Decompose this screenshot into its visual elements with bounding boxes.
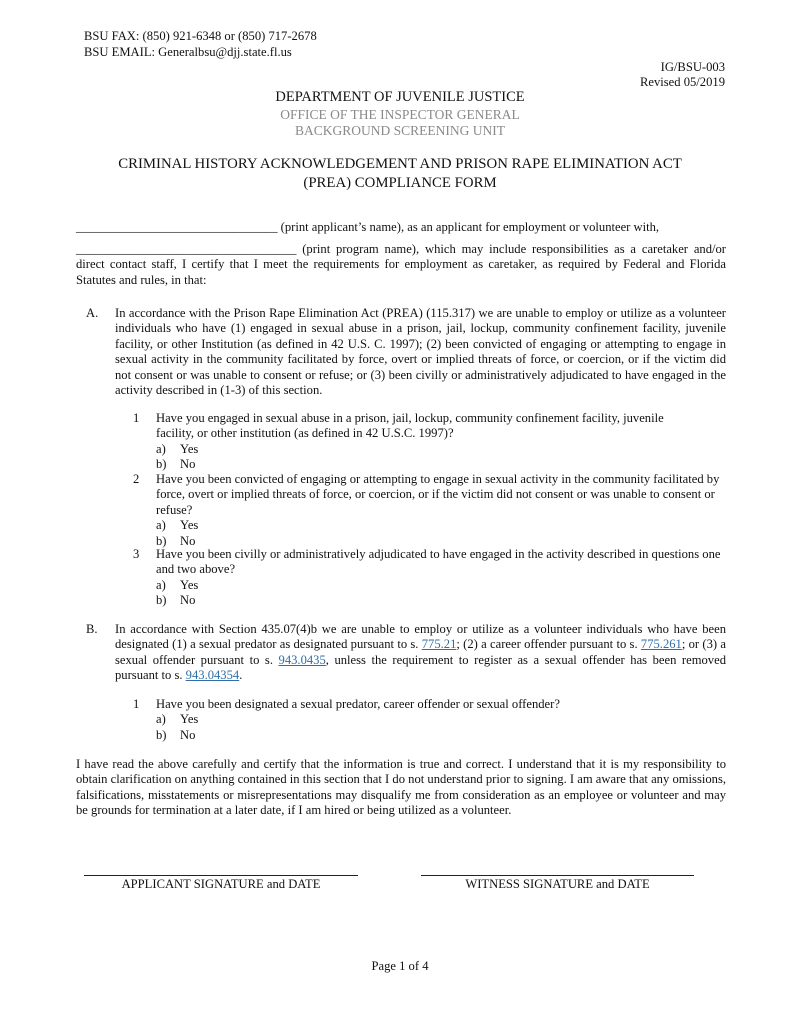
option-label: No (180, 457, 196, 472)
option-letter: a) (156, 518, 166, 533)
question-text: Have you been convicted of engaging or attempting to engage in sexual activity in the community facilitated by force, overt or implied threats of force, or coercion, or if the victim did not consent or was unable to consent or refuse? (156, 472, 720, 517)
option-no[interactable] (156, 728, 733, 743)
question-text: Have you engaged in sexual abuse in a prison, jail, lockup, community confinement facility, juvenile facility, or other institution (as defined in 42 U.S.C. 1997)? (156, 411, 664, 441)
option-yes[interactable] (156, 712, 733, 727)
section-b-letter: B. (86, 622, 98, 636)
section-a-text: In accordance with the Prison Rape Elimination Act (PREA) (115.317) we are unable to employ or utilize as a volunteer individuals who have (1) engaged in sexual abuse in a prison, jail, lockup, community confinement facility, juvenile facility, or other Institution (as defined in 42 U.S. C. 1997); (2) been convicted of engaging or attempting to engage in sexual activity in the community facilitated by force, overt or implied threats of force, or coercion, or if the victim did not consent or was unable to consent or refuse; or (3) been civilly or administratively adjudicated to have engaged in the activity described in (1-3) of this section. (115, 306, 726, 398)
question-number: 1 (133, 411, 140, 425)
option-letter: b) (156, 457, 167, 472)
witness-signature-label: WITNESS SIGNATURE and DATE (465, 877, 650, 891)
question-a3 (133, 547, 733, 609)
question-number: 3 (133, 547, 140, 561)
section-b-text-3: ; or (3) a sexual offender pursuant to s. (115, 637, 726, 667)
option-no[interactable] (156, 457, 733, 472)
statute-link-775-261[interactable]: 775.261 (640, 637, 682, 652)
unit-title: BACKGROUND SCREENING UNIT (294, 123, 505, 138)
intro-program (76, 242, 726, 288)
bsu-email: BSU EMAIL: Generalbsu@djj.state.fl.us (84, 45, 292, 59)
section-b-text (115, 622, 726, 684)
applicant-name-blank[interactable]: ________________________________ (76, 220, 278, 234)
option-label: Yes (180, 712, 199, 727)
question-a2 (133, 472, 733, 549)
section-a-letter: A. (86, 306, 99, 320)
question-text: Have you been civilly or administratively adjudicated to have engaged in the activity described in questions one and two above? (156, 547, 721, 577)
section-b-text-2: ; (2) a career offender pursuant to s. (456, 637, 641, 652)
revised-date: Revised 05/2019 (639, 75, 725, 89)
applicant-signature-line[interactable] (84, 875, 358, 876)
section-b-text-5: . (239, 668, 243, 683)
option-letter: a) (156, 712, 166, 727)
option-label: Yes (180, 577, 199, 592)
section-b-text-1: In accordance with Section 435.07(4)b we are unable to employ or utilize as a volunteer individuals who have been designated (1) a sexual predator as designated pursuant to s. (115, 622, 726, 652)
statute-link-775-21[interactable]: 775.21 (421, 637, 457, 652)
applicant-signature-label: APPLICANT SIGNATURE and DATE (121, 877, 321, 891)
option-letter: a) (156, 441, 166, 456)
option-yes[interactable] (156, 518, 733, 533)
certification-text: I have read the above carefully and certify that the information is true and correct. I understand that it is my responsibility to obtain clarification on anything contained in this section that I do not understand prior to signing. I am aware that any omissions, falsifications, misstatements or misrepresentations may disqualify me from consideration as an employee or volunteer and may be grounds for termination at a later date, if I am hired or being utilized as a volunteer. (76, 757, 726, 818)
option-label: No (180, 533, 196, 548)
bsu-fax: BSU FAX: (850) 921-6348 or (850) 717-2678 (84, 29, 317, 43)
form-title-line-2: (PREA) COMPLIANCE FORM (303, 175, 497, 191)
option-label: Yes (180, 441, 199, 456)
option-letter: b) (156, 727, 167, 742)
option-letter: a) (156, 577, 166, 592)
question-a1 (133, 411, 733, 473)
question-number: 2 (133, 472, 140, 486)
question-number: 1 (133, 697, 140, 711)
section-b-text-4: , unless the requirement to register as a sexual offender has been removed pursuant to s. (115, 652, 726, 683)
option-letter: b) (156, 533, 167, 548)
option-label: No (180, 727, 196, 742)
intro-text-2: (print program name), which may include responsibilities as a caretaker and/or direct contact staff, I certify that I meet the requirements for employment as caretaker, as required by Federal and Florida Statutes and rules, in that: (76, 242, 726, 287)
witness-signature-line[interactable] (421, 875, 694, 876)
form-id: IG/BSU-003 (660, 60, 725, 74)
option-label: Yes (180, 518, 199, 533)
office-title: OFFICE OF THE INSPECTOR GENERAL (280, 107, 520, 122)
statute-link-943-0435[interactable]: 943.0435 (278, 652, 326, 667)
question-b1 (133, 697, 733, 743)
program-name-blank[interactable]: ___________________________________ (76, 242, 297, 256)
option-label: No (180, 593, 196, 608)
option-no[interactable] (156, 593, 733, 608)
option-yes[interactable] (156, 442, 733, 457)
statute-link-943-04354[interactable]: 943.04354 (185, 668, 240, 683)
option-yes[interactable] (156, 578, 733, 593)
intro-applicant (76, 220, 726, 235)
intro-text-1: (print applicant’s name), as an applicant for employment or volunteer with, (277, 220, 660, 234)
option-letter: b) (156, 593, 167, 608)
form-title-line-1: CRIMINAL HISTORY ACKNOWLEDGEMENT AND PRISON RAPE ELIMINATION ACT (118, 156, 682, 172)
question-text: Have you been designated a sexual predator, career offender or sexual offender? (156, 697, 560, 711)
department-title: DEPARTMENT OF JUVENILE JUSTICE (275, 89, 525, 105)
page-number: Page 1 of 4 (371, 959, 429, 973)
